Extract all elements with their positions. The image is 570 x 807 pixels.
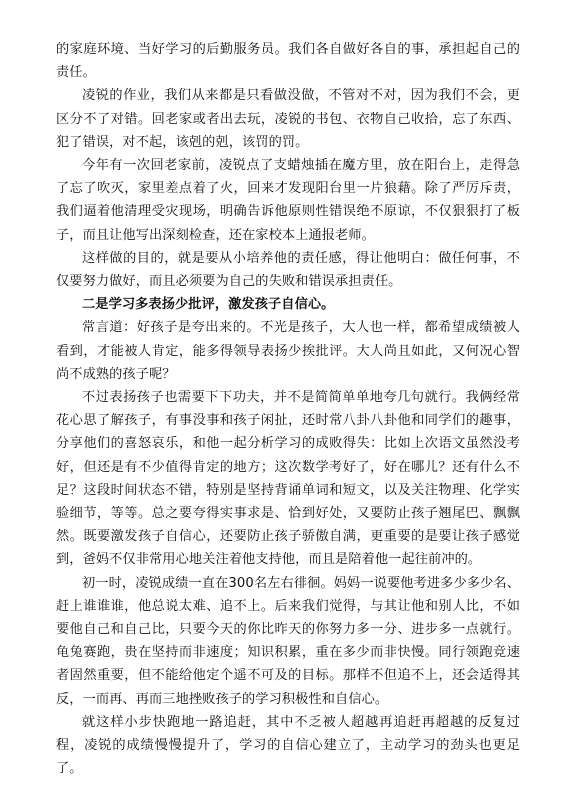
paragraph-progress: 就这样小步快跑地一路追赶，其中不乏被人超越再追赶再超越的反复过程，凌锐的成绩慢慢提升了，学习的自信心建立了，主动学习的劲头也更足了。 (56, 714, 520, 777)
paragraph-candle-incident: 今年有一次回老家前，凌锐点了支蜡烛插在魔方里，放在阳台上，走得急了忘了吹灭，家里差点着了火，回来才发现阳台里一片狼藉。除了严厉斥责，我们逼着他清理受灾现场，明确告诉他原则性错误绝不原谅，不仅狠狠打了板子，而且让他写出深刻检查，还在家校本上通报老师。 (56, 158, 520, 243)
paragraph-continuation: 的家庭环境、当好学习的后勤服务员。我们各自做好各自的事，承担起自己的责任。 (56, 42, 520, 81)
section-heading: 二是学习多表扬少批评，激发孩子自信心。 (82, 297, 335, 313)
paragraph-praise: 常言道：好孩子是夸出来的。不光是孩子，大人也一样，都希望成绩被人看到，才能被人肯定，能多得领导表扬少挨批评。大人尚且如此，又何况心智尚不成熟的孩子呢？ (56, 320, 520, 382)
paragraph-responsibility: 这样做的目的，就是要从小培养他的责任感，得让他明白：做任何事，不仅要努力做好，而且必须要为自己的失败和错误承担责任。 (56, 250, 520, 290)
paragraph-how-to-praise: 不过表扬孩子也需要下下功夫，并不是简简单单地夸几句就行。我俩经常花心思了解孩子，有事没事和孩子闲扯，还时常八卦八卦他和同学们的趣事，分享他们的喜怒哀乐，和他一起分析学习的成败得失：比如上次语文虽然没考好，但还是有不少值得肯定的地方；这次数学考好了，好在哪儿？还有什么不足？这段时间状态不错，特别是坚持背诵单词和短文，以及关注物理、化学实验细节，等等。总之要夸得实事求是、恰到好处，又要防止孩子翘尾巴、飘飘然。既要激发孩子自信心，还要防止孩子骄傲自满，更重要的是要让孩子感觉到，爸妈不仅非常用心地关注着他支持他，而且是陪着他一起往前冲的。 (56, 390, 520, 568)
paragraph-ranking: 初一时，凌锐成绩一直在300名左右徘徊。妈妈一说要他考进多少多少名、赶上谁谁谁，他总说太难、追不上。后来我们觉得，与其让他和别人比，不如要他自己和自己比，只要今天的你比昨天的你努力多一分、进步多一点就行。龟兔赛跑，贵在坚持而非速度；知识积累，重在多少而非快慢。同行领跑竞速者固然重要，但不能给他定个遥不可及的目标。那样不但追不上，还会适得其反，一而再、再而三地挫败孩子的学习积极性和自信心。 (56, 575, 520, 707)
paragraph-homework: 凌锐的作业，我们从来都是只看做没做，不管对不对，因为我们不会，更区分不了对错。回老家或者出去玩，凌锐的书包、衣物自己收拾，忘了东西、犯了错误，对不起，该剋的剋，该罚的罚。 (56, 88, 520, 150)
